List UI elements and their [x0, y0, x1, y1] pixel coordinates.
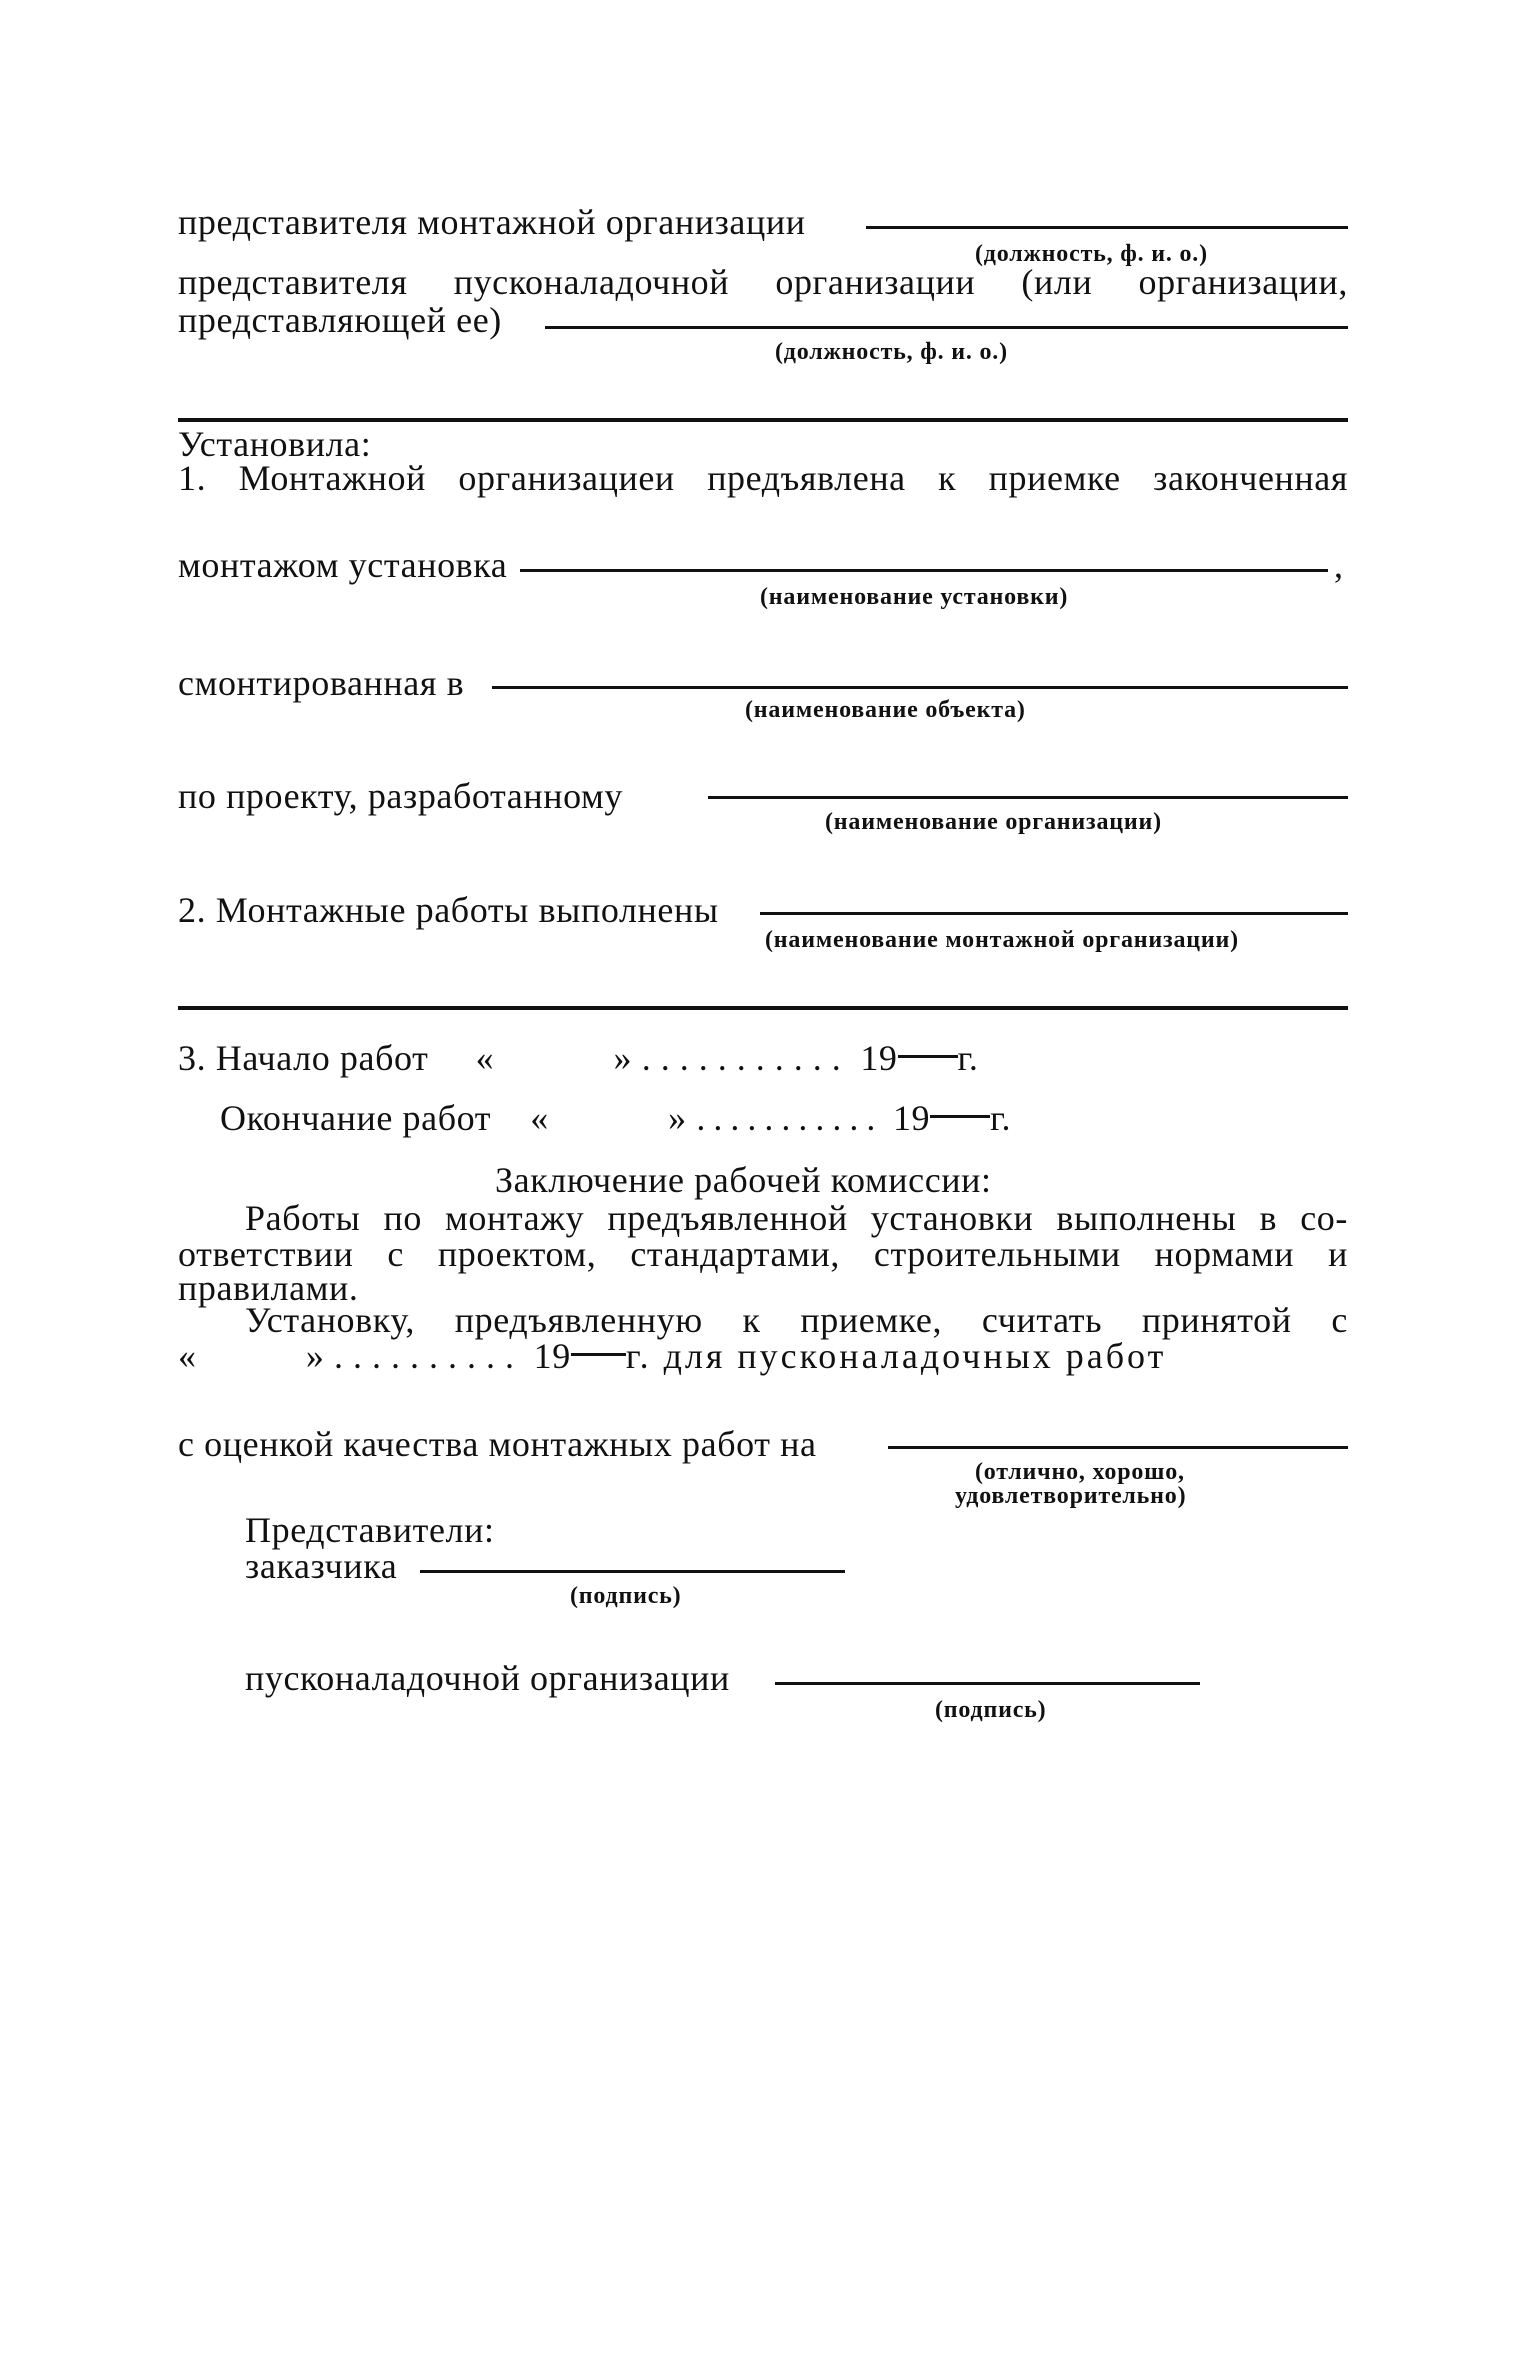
start-month-field[interactable]: ........... [641, 1038, 851, 1078]
customer-signature-line[interactable] [420, 1570, 845, 1573]
commissioning-signature-line[interactable] [775, 1682, 1200, 1685]
project-field-line[interactable] [708, 796, 1348, 799]
installer-rep-label: представителя монтажной организации [178, 202, 806, 242]
item2-separator-line [178, 1006, 1348, 1010]
mounted-in-label: смонтированная в [178, 663, 465, 703]
quality-field-line[interactable] [888, 1446, 1348, 1449]
start-quote-open: « [475, 1038, 495, 1078]
acceptance-rest: г. для пусконаладочных работ [625, 1336, 1167, 1376]
end-quote-close: » [668, 1098, 687, 1138]
start-quote-close: » [613, 1038, 633, 1078]
acceptance-date-row [178, 1336, 1348, 1376]
customer-signature-caption: (подпись) [570, 1583, 682, 1609]
item2-caption: (наименование монтажной организации) [765, 927, 1239, 953]
installation-caption: (наименование установки) [760, 584, 1069, 610]
installer-rep-field-line[interactable] [866, 226, 1348, 229]
commissioning-rep-label-line2: представляющей ее) [178, 300, 502, 340]
mounted-in-caption: (наименование объекта) [745, 697, 1026, 723]
item1-text: 1. Монтажной организациеи предъявлена к приемке законченная [178, 458, 1348, 498]
acceptance-month-field[interactable]: .......... [334, 1336, 525, 1376]
item2-field-line[interactable] [760, 912, 1348, 915]
end-month-field[interactable]: ........... [696, 1098, 884, 1138]
project-label: по проекту, разработанному [178, 776, 624, 816]
commissioning-signature-caption: (подпись) [935, 1697, 1047, 1723]
signatures-heading: Представители: [245, 1510, 495, 1550]
acceptance-quote-close: » [305, 1336, 325, 1376]
start-year-field[interactable] [898, 1055, 958, 1058]
start-label: 3. Начало работ [178, 1038, 429, 1078]
start-date-row [178, 1038, 978, 1078]
end-year-suffix: г. [990, 1098, 1012, 1138]
commissioning-rep-field-line[interactable] [545, 326, 1348, 329]
quality-caption-line1: (отлично, хорошо, [975, 1459, 1185, 1485]
commissioning-rep-label-line1: представителя пусконаладочной организации (или организации, [178, 262, 1348, 302]
start-year-suffix: г. [957, 1038, 979, 1078]
project-caption: (наименование организации) [825, 809, 1162, 835]
start-year-prefix: 19 [860, 1038, 898, 1078]
item2-label: 2. Монтажные работы выполнены [178, 890, 719, 930]
installation-field-line[interactable] [520, 569, 1328, 572]
quality-caption-line2: удовлетворительно) [955, 1483, 1187, 1509]
customer-label: заказчика [245, 1546, 398, 1586]
conclusion-para1-line3: правилами. [178, 1268, 359, 1308]
conclusion-para1-line1: Работы по монтажу предъявленной установки выполнены в со- [245, 1198, 1348, 1238]
installation-label: монтажом установка [178, 545, 508, 585]
end-year-prefix: 19 [892, 1098, 931, 1138]
end-label: Окончание работ [220, 1098, 492, 1138]
quality-label: с оценкой качества монтажных работ на [178, 1424, 817, 1464]
mounted-in-field-line[interactable] [492, 686, 1348, 689]
acceptance-year-prefix: 19 [533, 1336, 571, 1376]
conclusion-heading: Заключение рабочей комиссии: [495, 1160, 992, 1200]
header-separator-line [178, 418, 1348, 422]
commissioning-sign-label: пусконаладочной организации [245, 1658, 730, 1698]
end-year-field[interactable] [930, 1115, 990, 1118]
acceptance-quote-open: « [178, 1336, 197, 1376]
acceptance-year-field[interactable] [571, 1353, 626, 1356]
conclusion-para1-line2: ответствии с проектом, стандартами, строительными нормами и [178, 1234, 1348, 1274]
end-date-row [220, 1098, 1011, 1138]
established-heading: Установила: [178, 424, 372, 464]
installer-rep-caption: (должность, ф. и. о.) [975, 241, 1208, 267]
conclusion-para2-line1: Установку, предъявленную к приемке, считать принятой с [245, 1300, 1348, 1340]
commissioning-rep-caption: (должность, ф. и. о.) [775, 339, 1008, 365]
installation-comma: , [1334, 545, 1344, 585]
end-quote-open: « [530, 1098, 549, 1138]
